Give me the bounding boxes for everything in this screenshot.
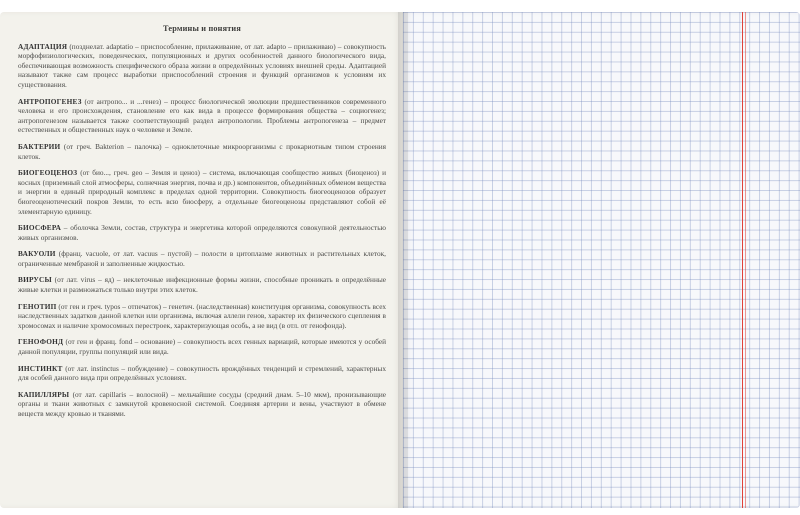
term-definition: (от ген и франц. fond – основание) – совокупность всех генных вариаций, которые имеются у особей данной популяции, группы популяций или вида. [18, 337, 386, 357]
term-entry [18, 364, 386, 383]
terms-content [18, 24, 386, 426]
term-definition: (от ген и греч. typos – отпечаток) – генетич. (наследственная) конституция организма, совокупность всех наследственных задатков данной клетки или организма, включая аллели генов, характер их физического сцепления в хромосомах и наличие хромосомных перестроек, характеризующая особь, а не вид (в отл. от генофонда). [18, 301, 386, 330]
term-name: БИОСФЕРА [18, 223, 62, 233]
right-page-grid [403, 12, 800, 508]
term-definition: (франц. vacuole, от лат. vacuus – пустой) – полости в цитоплазме животных и растительных клеток, ограниченные мембраной и заполненные жидкостью. [18, 249, 386, 268]
term-entry [18, 275, 386, 294]
page-title: Термины и понятия [163, 24, 241, 33]
term-entry [18, 223, 386, 242]
term-entry [18, 302, 386, 331]
term-entry [18, 390, 386, 419]
term-name: ГЕНОФОНД [18, 337, 64, 347]
term-definition: (от био..., греч. geo – Земля и ценоз) – система, включающая сообщество живых (биоценоз) и косных (приземный слой атмосферы, солнечная энергия, почва и др.) компонентов, объединённых обменом вещества и энергии в единый природный комплекс в пределах одной территории. Совокупность биогеоценозов образует биогеоценотический покров Земли, то есть всю биосферу, а отдельные биогеоценозы представляют собой её элементарную единицу. [18, 168, 386, 216]
term-definition: (от лат. virus – яд) – неклеточные инфекционные формы жизни, способные проникать в определённые живые клетки и размножаться только внутри этих клеток. [18, 275, 386, 295]
term-name: ИНСТИНКТ [18, 363, 63, 373]
term-name: ВИРУСЫ [18, 275, 52, 285]
term-entry [18, 168, 386, 216]
term-name: АНТРОПОГЕНЕЗ [18, 96, 82, 106]
term-definition: (от греч. Bakterion – палочка) – одноклеточные микроорганизмы с прокариотным типом строения клеток. [18, 141, 386, 161]
term-entry [18, 142, 386, 161]
term-name: БАКТЕРИИ [18, 141, 61, 151]
term-name: КАПИЛЛЯРЫ [18, 389, 70, 399]
notebook-spine [398, 12, 408, 508]
term-entry [18, 249, 386, 268]
term-name: ГЕНОТИП [18, 301, 57, 311]
margin-line-secondary [745, 12, 746, 508]
term-name: БИОГЕОЦЕНОЗ [18, 168, 78, 178]
term-definition: (от лат. instinctus – побуждение) – совокупность врождённых тенденций и стремлений, характерных для особей данного вида при определённых условиях. [18, 363, 386, 383]
term-entry [18, 337, 386, 356]
term-name: ВАКУОЛИ [18, 249, 56, 259]
term-entry [18, 97, 386, 135]
term-definition: – оболочка Земли, состав, структура и энергетика которой определяются совокупной деятельностью живых организмов. [18, 223, 386, 242]
term-definition: (от антропо... и ...генез) – процесс биологической эволюции предшественников современного человека и его происхождения, становление его как вида в процессе формирования общества – социогенез; антропогенезом называется также соответствующий раздел антропологии. Проблемы антропогенеза – предмет естественных и общественных наук о человеке и Земле. [18, 96, 386, 135]
term-name: АДАПТАЦИЯ [18, 41, 68, 51]
term-definition: (от лат. capillaris – волосной) – мельчайшие сосуды (средний диам. 5–10 мкм), пронизывающие органы и ткани животных с замкнутой кровеносной системой. Соединяя артерии и вены, участвуют в обмене веществ между кровью и тканями. [18, 389, 386, 418]
term-definition: (позднелат. adaptatio – приспособление, прилаживание, от лат. adapto – прилаживаю) – совокупность морфофизиологических, поведенческих, популяционных и других особенностей данного биологического вида, обеспечивающая возможность специфического образа жизни в определённых условиях внешней среды. Адаптацией называют также сам процесс выработки приспособлений строения и функций организмов к условиям их существования. [18, 41, 386, 89]
margin-line [742, 12, 743, 508]
term-entry [18, 42, 386, 90]
